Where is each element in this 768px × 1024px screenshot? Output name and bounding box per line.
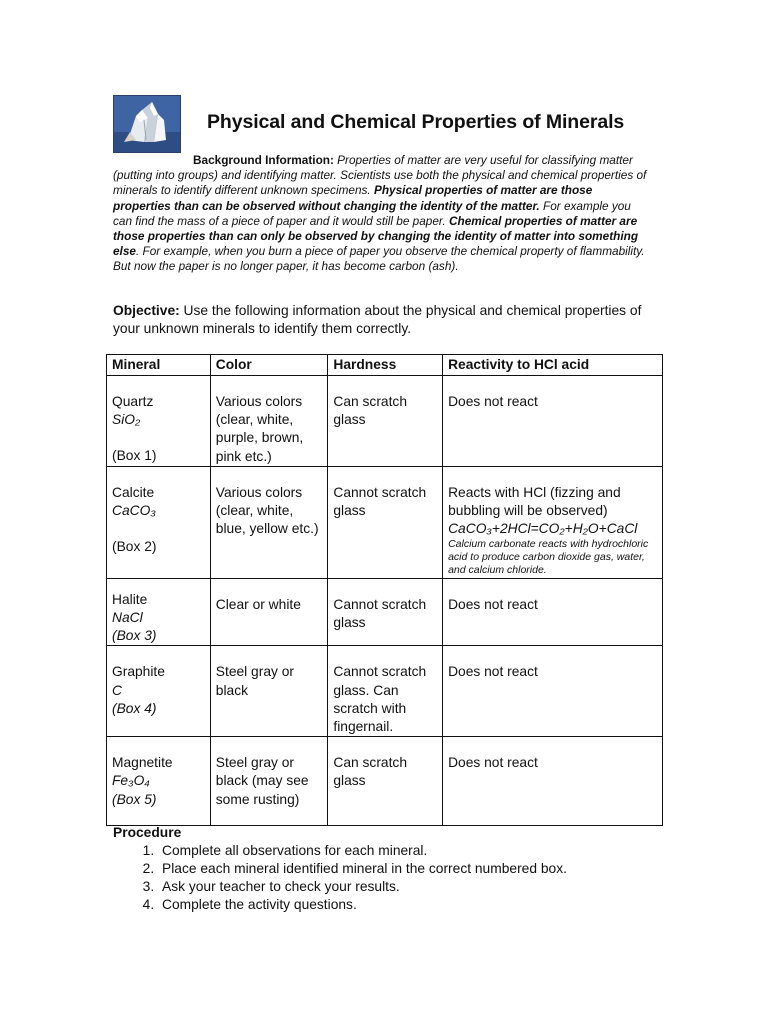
background-label: Background Information: — [193, 153, 334, 167]
procedure-section — [113, 824, 567, 914]
hardness-cell: Can scratch glass — [328, 737, 443, 826]
reaction-note: Calcium carbonate reacts with hydrochloric acid to produce carbon dioxide gas, water, and calcium chloride. — [448, 538, 649, 577]
mineral-cell — [107, 737, 211, 826]
procedure-heading: Procedure — [113, 825, 182, 840]
crystal-image — [113, 95, 181, 153]
physical-definition: Physical properties of matter are those properties than can be observed without changing the identity of the matter. — [113, 183, 593, 213]
hardness-cell: Can scratch glass — [328, 376, 443, 467]
mineral-formula: SiO₂ — [112, 412, 141, 428]
objective — [113, 302, 658, 338]
color-cell: Clear or white — [210, 578, 328, 646]
hardness-cell: Cannot scratch glass. Can scratch with fingernail. — [328, 646, 443, 737]
mineral-name: Quartz — [112, 394, 154, 409]
mineral-cell — [107, 376, 211, 467]
minerals-table — [106, 354, 663, 826]
table-row-halite — [107, 578, 663, 646]
reaction-equation: CaCO₃+2HCl=CO₂+H₂O+CaCl — [448, 521, 638, 537]
table-row-calcite — [107, 466, 663, 578]
background-text-3: . For example, when you burn a piece of paper you observe the chemical property of flammability. But now the paper is no longer paper, it has become carbon (ash). — [113, 244, 645, 274]
color-cell: Various colors (clear, white, blue, yellow etc.) — [210, 466, 328, 578]
table-row-magnetite — [107, 737, 663, 826]
procedure-step: 3. Ask your teacher to check your results. — [158, 878, 567, 896]
mineral-cell — [107, 466, 211, 578]
hardness-cell: Cannot scratch glass — [328, 466, 443, 578]
color-cell: Steel gray or black (may see some rusting) — [210, 737, 328, 826]
page-title: Physical and Chemical Properties of Minerals — [207, 111, 625, 133]
table-row-quartz — [107, 376, 663, 467]
chemical-definition: Chemical properties of matter are those properties than can only be observed by changing the identity of matter into something else — [113, 213, 639, 259]
color-cell: Steel gray or black — [210, 646, 328, 737]
procedure-step: 4. Complete the activity questions. — [158, 896, 567, 914]
mineral-box: (Box 1) — [112, 448, 157, 464]
objective-text: Use the following information about the physical and chemical properties of your unknown minerals to identify them correctly. — [113, 303, 642, 336]
mineral-box: (Box 4) — [112, 700, 157, 716]
mineral-box: (Box 5) — [112, 791, 157, 807]
objective-label: Objective: — [113, 303, 180, 318]
table-row-graphite — [107, 646, 663, 737]
color-cell: Various colors (clear, white, purple, brown, pink etc.) — [210, 376, 328, 467]
reactivity-cell: Does not react — [443, 376, 663, 467]
procedure-list — [113, 842, 567, 914]
header-color: Color — [210, 355, 328, 376]
header-mineral: Mineral — [107, 355, 211, 376]
mineral-formula: CaCO₃ — [112, 503, 156, 519]
header-hardness: Hardness — [328, 355, 443, 376]
reactivity-text: Reacts with HCl (fizzing and bubbling will be observed) — [448, 484, 621, 519]
background-text-1: Properties of matter are very useful for classifying matter (putting into groups) and identifying matter. Scientists use both the physical and chemical properties of minerals to identify different unknown specimens. — [113, 153, 647, 198]
background-information — [113, 153, 653, 275]
mineral-name: Graphite — [112, 664, 165, 680]
background-text-2: For example you can find the mass of a piece of paper and it would still be paper. — [113, 198, 631, 228]
hardness-cell: Cannot scratch glass — [328, 578, 443, 646]
mineral-cell — [107, 646, 211, 737]
mineral-box: (Box 2) — [112, 539, 157, 555]
header-reactivity: Reactivity to HCl acid — [443, 355, 663, 376]
mineral-cell — [107, 578, 211, 646]
mineral-name: Halite — [112, 591, 148, 607]
mineral-name: Magnetite — [112, 755, 173, 771]
reactivity-cell — [443, 466, 663, 578]
mineral-box: (Box 3) — [112, 628, 157, 644]
mineral-formula: C — [112, 682, 122, 698]
mineral-formula: NaCl — [112, 610, 143, 626]
mineral-name: Calcite — [112, 484, 155, 500]
reactivity-cell: Does not react — [443, 737, 663, 826]
table-header-row — [107, 355, 663, 376]
procedure-step: 2. Place each mineral identified mineral in the correct numbered box. — [158, 860, 567, 878]
reactivity-cell: Does not react — [443, 578, 663, 646]
mineral-formula: Fe₃O₄ — [112, 773, 150, 789]
procedure-step: 1. Complete all observations for each mineral. — [158, 842, 567, 860]
reactivity-cell: Does not react — [443, 646, 663, 737]
